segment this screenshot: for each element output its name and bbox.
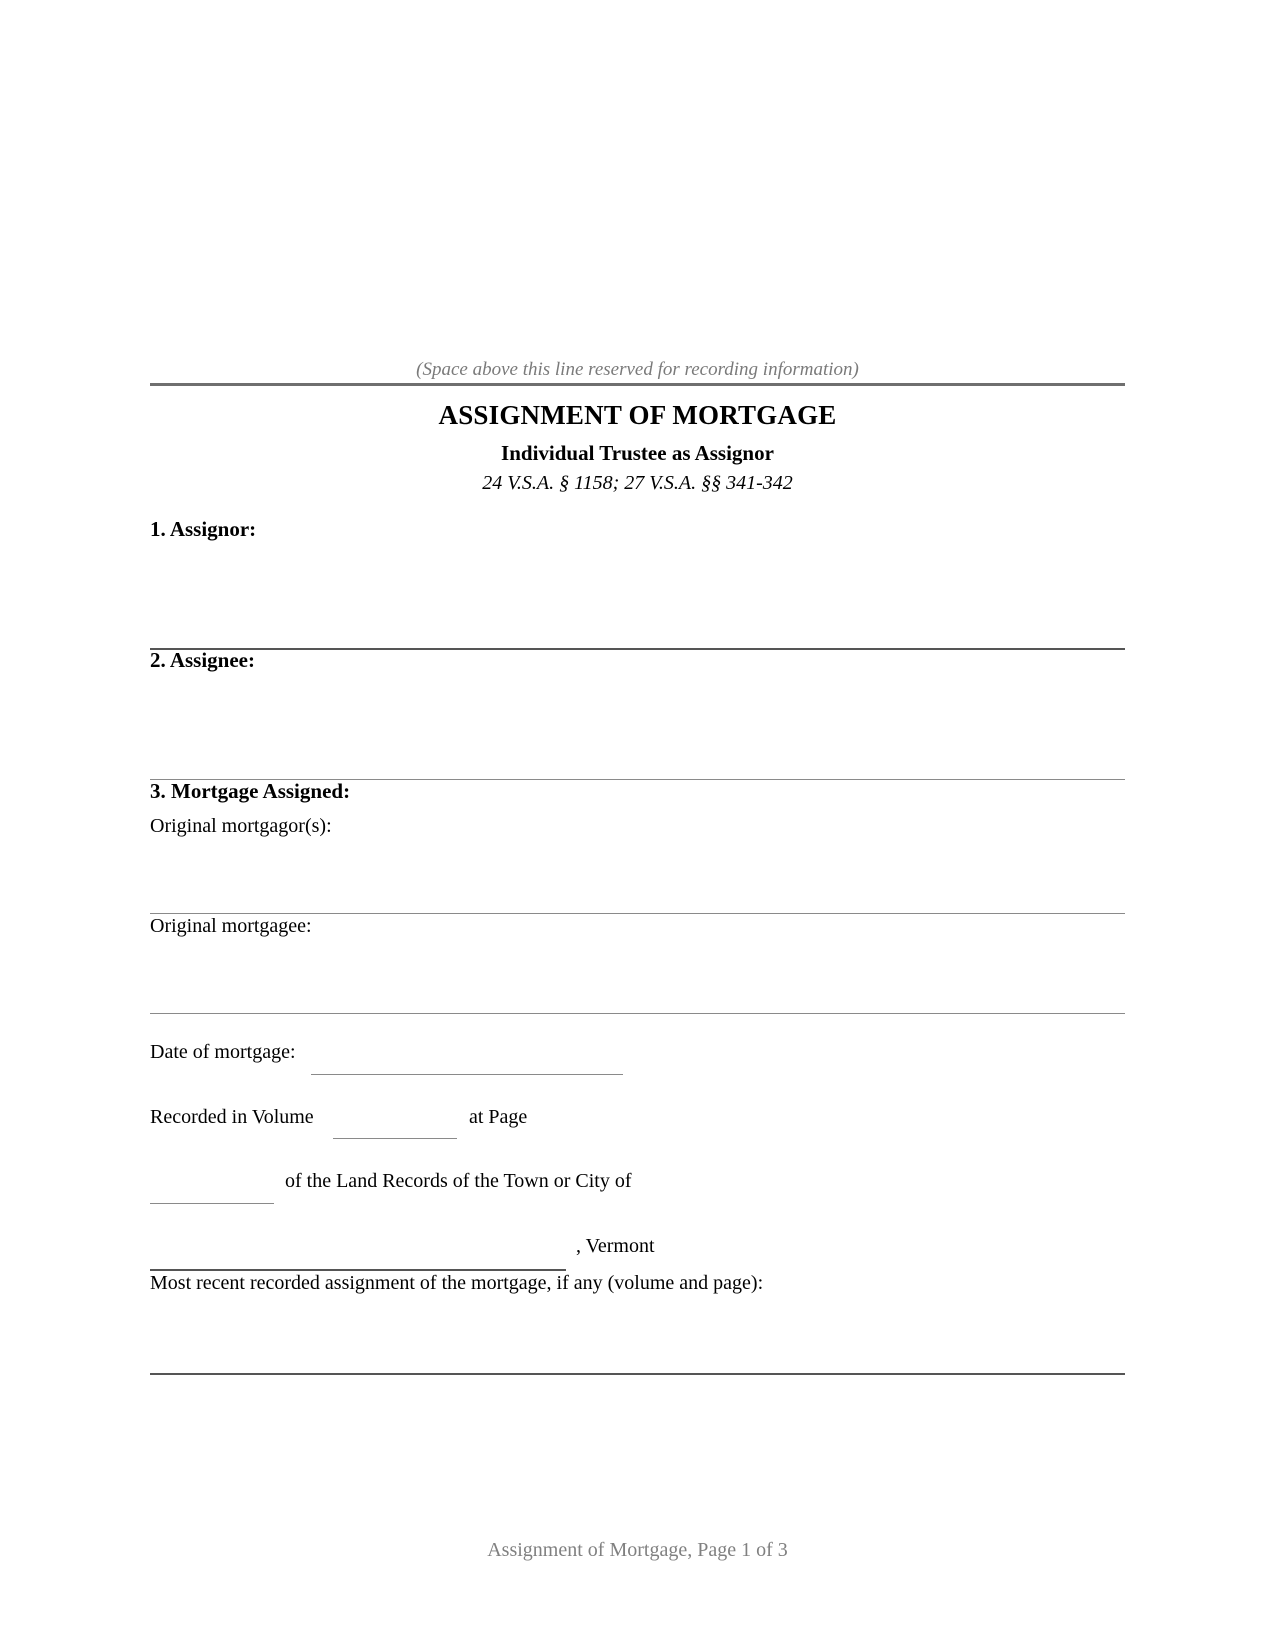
original-mortgagors-field[interactable]	[150, 913, 1125, 914]
assignee-heading: 2. Assignee:	[150, 648, 255, 672]
recent-assignment-field[interactable]	[150, 1373, 1125, 1375]
land-records-label: of the Land Records of the Town or City of	[285, 1170, 632, 1192]
volume-field[interactable]	[333, 1138, 457, 1139]
page-footer: Assignment of Mortgage, Page 1 of 3	[487, 1539, 788, 1561]
recent-assignment-label: Most recent recorded assignment of the mortgage, if any (volume and page):	[150, 1272, 764, 1294]
date-of-mortgage-label: Date of mortgage:	[150, 1041, 296, 1063]
vermont-label: , Vermont	[576, 1235, 655, 1257]
statute-citation: 24 V.S.A. § 1158; 27 V.S.A. §§ 341-342	[482, 472, 793, 494]
document-subtitle: Individual Trustee as Assignor	[501, 441, 774, 465]
original-mortgagee-field[interactable]	[150, 1013, 1125, 1014]
assignor-heading: 1. Assignor:	[150, 517, 257, 541]
page-field[interactable]	[150, 1203, 274, 1204]
at-page-label: at Page	[469, 1106, 528, 1128]
town-field[interactable]	[150, 1269, 566, 1271]
date-of-mortgage-field[interactable]	[311, 1074, 623, 1075]
recorded-in-volume-label: Recorded in Volume	[150, 1106, 314, 1128]
recording-area-note: (Space above this line reserved for recording information)	[416, 359, 859, 380]
assignor-field[interactable]	[150, 648, 1125, 650]
document-title: ASSIGNMENT OF MORTGAGE	[438, 400, 837, 430]
original-mortgagors-label: Original mortgagor(s):	[150, 815, 332, 837]
recording-divider	[150, 383, 1125, 386]
original-mortgagee-label: Original mortgagee:	[150, 915, 312, 937]
mortgage-assigned-heading: 3. Mortgage Assigned:	[150, 779, 351, 803]
